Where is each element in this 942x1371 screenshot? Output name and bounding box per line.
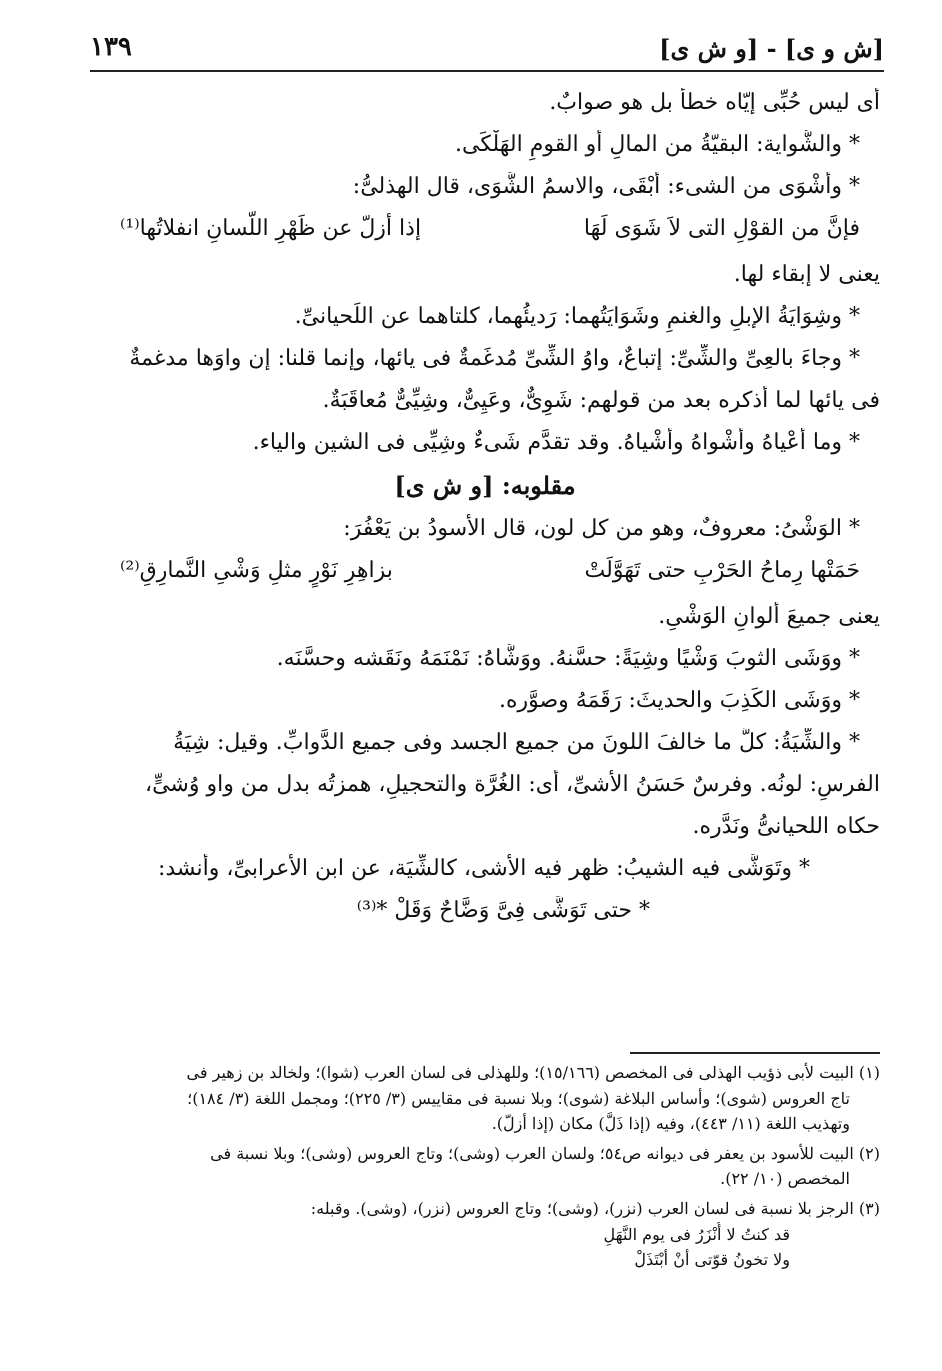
footnote-verse-line: ولا تخونُ قوّتى أنْ أبْتَذَلْ bbox=[634, 1250, 790, 1270]
entry-paragraph: * وتَوَشَّى فيه الشيبُ: ظهر فيه الأشى، كالشِّيَة، عن ابن الأعرابىِّ، وأنشد: bbox=[157, 856, 810, 881]
poetry-verse bbox=[90, 556, 880, 602]
rajaz-verse: * حتى تَوَشَّى فِىَّ وَضَّاحٌ وَقَلْ *⁽³⁾ bbox=[356, 898, 650, 923]
footnote-line: (٢) البيت للأسود بن يعفر فى ديوانه ص٥٤؛ ولسان العرب (وشى)؛ وتاج العروس (وشى)؛ وبلا نسبة فى bbox=[210, 1143, 880, 1163]
verse-second-hemistich: إذا أزلّ عن ظَهْرِ اللّسانِ انفلاتُها⁽¹⁾ bbox=[120, 216, 422, 241]
entry-body bbox=[90, 88, 880, 938]
section-heading: مقلوبه: [و ش ى] bbox=[394, 471, 576, 500]
verse-second-hemistich: بزاهِرِ نَوْرٍ مثلِ وَشْىِ النَّمارِقِ⁽²⁾ bbox=[120, 558, 393, 583]
page-number: ١٣٩ bbox=[90, 32, 132, 62]
paragraph: أى ليس حُبِّى إيّاه خطأً بل هو صوابٌ. bbox=[549, 90, 880, 115]
footnote-2 bbox=[90, 1141, 880, 1192]
verse-first-hemistich: حَمَتْها رِماحُ الحَرْبِ حتى تَهَوَّلَتْ bbox=[584, 558, 860, 583]
entry-paragraph: * والشِّيَةُ: كلُّ ما خالفَ اللونَ من جميع الجسد وفى جميع الدَّوابِّ. وقيل: شِيَةُ bbox=[173, 730, 860, 755]
header-divider bbox=[90, 70, 884, 72]
footnote-divider bbox=[630, 1052, 880, 1054]
footnote-line: وتهذيب اللغة (١١/ ٤٤٣)، وفيه (إذا ذَلَّ) مكان (إذا أزلّ). bbox=[491, 1114, 850, 1134]
footnote-line: (٣) الرجز بلا نسبة فى لسان العرب (نزر)، (وشى)؛ وتاج العروس (نزر)، (وشى). وقبله: bbox=[310, 1198, 880, 1218]
poetry-verse bbox=[90, 214, 880, 260]
paragraph: يعنى لا إبقاء لها. bbox=[733, 262, 880, 287]
footnotes bbox=[90, 1060, 880, 1277]
page-header bbox=[90, 28, 884, 68]
entry-paragraph: * وجاءَ بالعِىِّ والشِّىِّ: إتباعٌ، واوُ الشِّىِّ مُدغَمةٌ فى يائها، وإنما قلنا: إن واوَها مدغمةٌ bbox=[129, 346, 860, 371]
paragraph-continuation: فى يائها لما أذكره بعد من قولهم: شَوِىٌّ، وعَيِىٌّ، وشِيِّىٌّ مُعاقَبَةٌ. bbox=[322, 388, 880, 413]
paragraph-continuation: الفرسِ: لونُه. وفرسٌ حَسَنُ الأُشىِّ، أى: الغُرَّة والتحجيلِ، همزتُه بدل من واو وُشىٍّ، bbox=[144, 772, 880, 797]
paragraph: يعنى جميعَ ألوانِ الوَشْىِ. bbox=[658, 604, 880, 629]
entry-paragraph: * ووَشَى الكَذِبَ والحديثَ: رَقَمَهُ وصوَّره. bbox=[498, 688, 860, 713]
footnote-1 bbox=[90, 1060, 880, 1137]
paragraph-continuation: حكاه اللحيانىُّ ونَدَّره. bbox=[692, 814, 880, 839]
footnote-line: تاج العروس (شوى)؛ وأساس البلاغة (شوى)؛ وبلا نسبة فى مقاييس (٣/ ٢٢٥)؛ ومجمل اللغة (٣/ ١٨٤)؛ bbox=[187, 1088, 850, 1108]
footnote-line: (١) البيت لأبى ذؤيب الهذلى فى المخصص (١٥/١٦٦)؛ وللهذلى فى لسان العرب (شوا)؛ ولخالد بن زهير فى bbox=[186, 1063, 880, 1082]
footnote-3 bbox=[90, 1196, 880, 1273]
entry-paragraph: * وشِوَايَةُ الإبلِ والغنمِ وشَوَايَتُهما: رَديئُهما، كلتاهما عن اللِّحيانىِّ. bbox=[294, 304, 860, 329]
footnote-verse-line: قد كنتُ لا أُنْزَرُ فى يوم النَّهَلِ bbox=[603, 1224, 790, 1244]
entry-paragraph: * والشُّواية: البقيّةُ من المالِ أو القومِ الهَلْكَى. bbox=[455, 132, 860, 157]
entry-paragraph: * وأشْوَى من الشىء: أبْقَى، والاسمُ الشَّوَى، قال الهذلىُّ: bbox=[352, 174, 860, 199]
footnote-line: المخصص (١٠/ ٢٢). bbox=[720, 1169, 850, 1189]
verse-first-hemistich: فإنَّ من القوْلِ التى لاَ شَوَى لَهَا bbox=[583, 216, 860, 241]
entry-paragraph: * الوَشْىُ: معروفٌ، وهو من كل لون، قال الأسودُ بن يَعْفُرَ: bbox=[343, 516, 860, 541]
entry-paragraph: * وما أعْياهُ وأشْواهُ وأشْياهُ. وقد تقدَّم شَىءٌ وشِيِّى فى الشين والياء. bbox=[252, 430, 860, 455]
entry-paragraph: * ووَشَى الثوبَ وَشْيًا وشِيَةً: حسَّنهُ. ووَشَّاهُ: نَمْنَمَهُ ونَقَشه وحسَّنَه. bbox=[276, 646, 860, 671]
running-head: [ش و ى] - [و ش ى] bbox=[659, 34, 884, 63]
